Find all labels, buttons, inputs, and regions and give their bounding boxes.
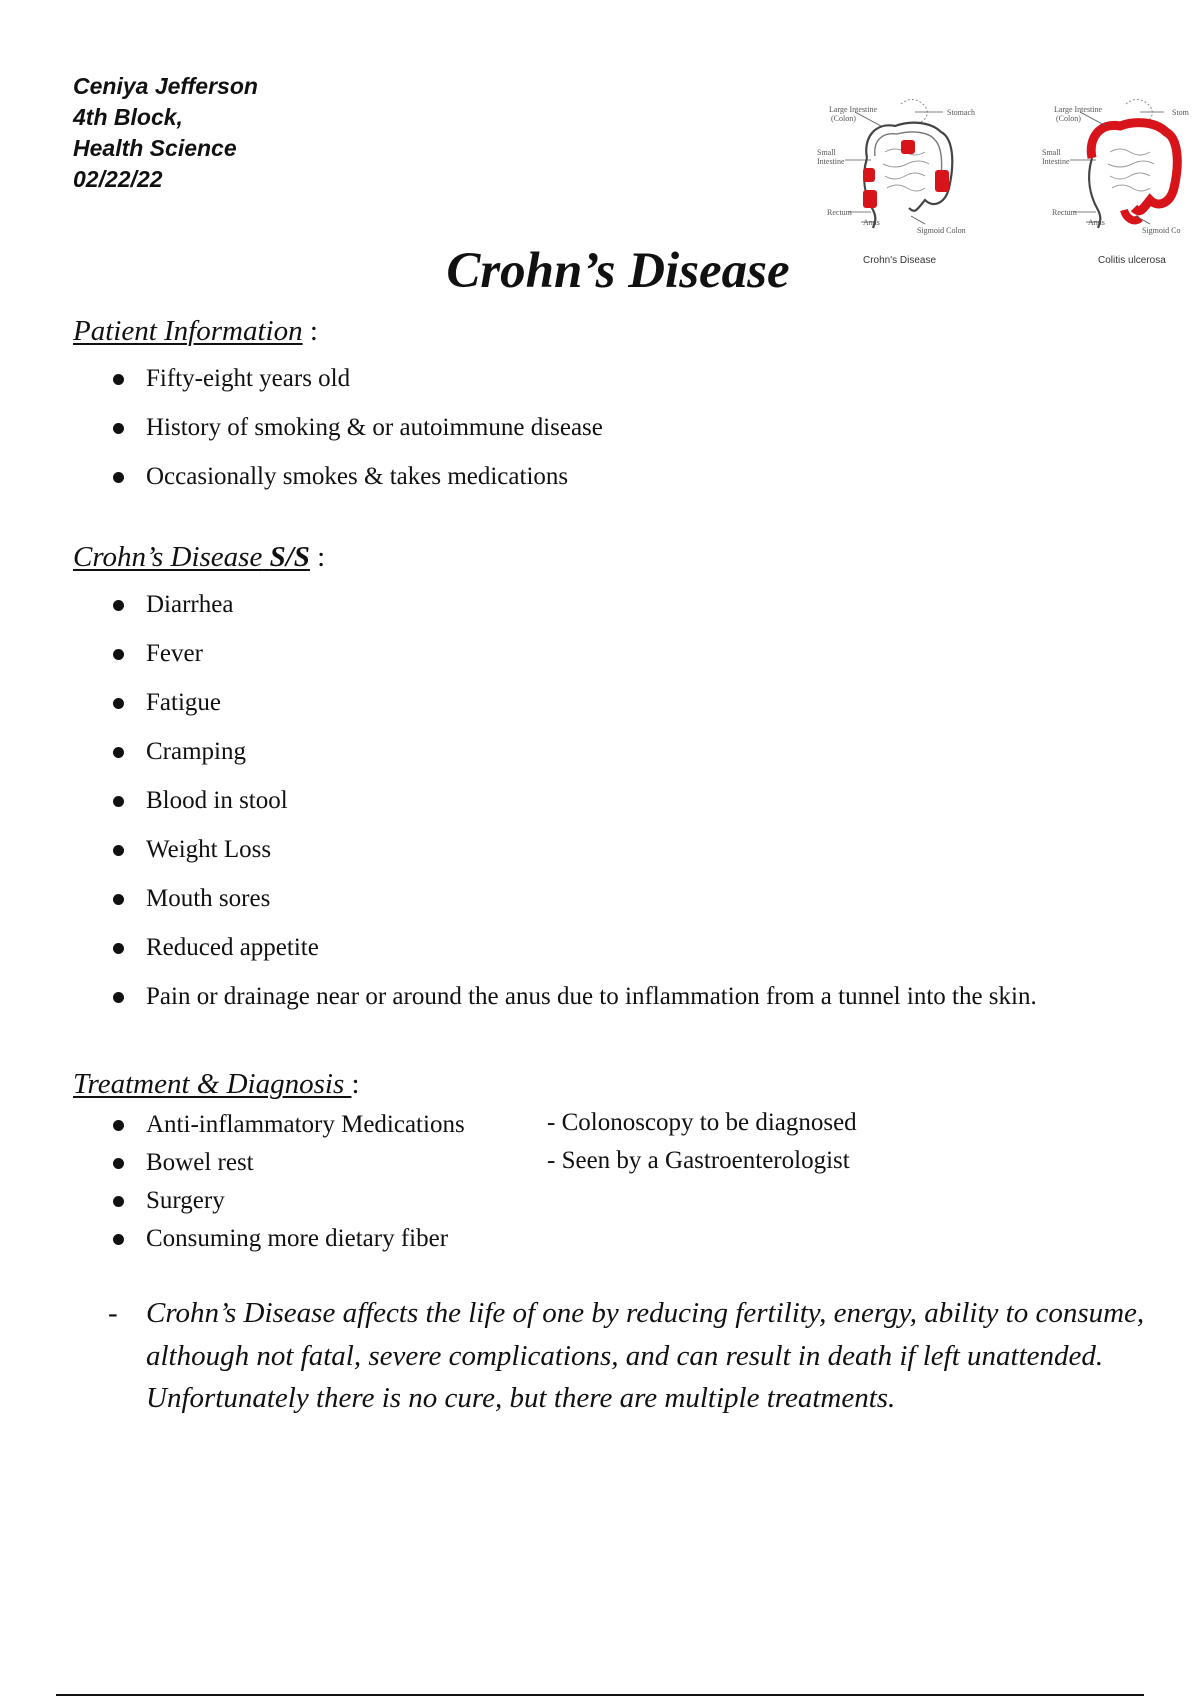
label-large-intestine: Large Intestine (829, 105, 878, 114)
figure-caption: Crohn's Disease (863, 255, 937, 266)
label-rectum: Rectum (827, 208, 852, 217)
label-anus: Anus (1088, 218, 1105, 227)
list-item: Bowel rest (146, 1144, 465, 1182)
label-anus: Anus (863, 218, 880, 227)
figure-caption: Colitis ulcerosa (1098, 255, 1166, 266)
diagnosis-note: - Seen by a Gastroenterologist (547, 1147, 850, 1174)
treatment-diagnosis-heading-text: Treatment & Diagnosis (73, 1068, 352, 1100)
list-item: Blood in stool (146, 776, 1037, 825)
inflamed-colon-path (1091, 123, 1177, 211)
patient-information-heading-text: Patient Information (73, 315, 303, 347)
treatment-diagnosis-heading (73, 1066, 360, 1102)
inflamed-segment-right (935, 170, 949, 192)
summary-paragraph: Crohn’s Disease affects the life of one by reducing fertility, energy, ability to consume, although not fatal, severe complications, and can result in death if left unattended. Unfortunately there is no cure, but there are multiple treatments. (146, 1297, 1145, 1414)
label-intestine: Intestine (817, 157, 845, 166)
course-name: Health Science (73, 135, 237, 161)
list-item: Fatigue (146, 678, 1037, 727)
document-date: 02/22/22 (73, 166, 163, 192)
page-title: Crohn’s Disease (446, 243, 790, 299)
inflamed-segment-left (863, 168, 875, 182)
summary-dash: - (108, 1297, 118, 1329)
label-stomach: Stomach (947, 108, 975, 117)
signs-symptoms-heading (73, 539, 325, 575)
label-colon: (Colon) (1056, 114, 1081, 123)
label-sigmoid-colon: Sigmoid Colon (917, 226, 966, 235)
list-item: History of smoking & or autoimmune disease (146, 403, 603, 452)
list-item: Fever (146, 629, 1037, 678)
list-item: Occasionally smokes & takes medications (146, 452, 603, 501)
patient-information-list (146, 354, 603, 501)
author-name: Ceniya Jefferson (73, 73, 258, 99)
class-block: 4th Block, (73, 104, 183, 130)
list-item: Diarrhea (146, 580, 1037, 629)
list-item: Cramping (146, 727, 1037, 776)
diagnosis-note: - Colonoscopy to be diagnosed (547, 1109, 857, 1136)
list-item: Reduced appetite (146, 923, 1037, 972)
label-intestine: Intestine (1042, 157, 1070, 166)
signs-symptoms-list (146, 580, 1037, 1021)
treatment-list (146, 1106, 465, 1258)
list-item: Fifty-eight years old (146, 354, 603, 403)
list-item: Anti-inflammatory Medications (146, 1106, 465, 1144)
author-block (73, 71, 258, 195)
list-item: Consuming more dietary fiber (146, 1220, 465, 1258)
heading-colon: : (309, 315, 318, 347)
list-item: Mouth sores (146, 874, 1037, 923)
list-item: Weight Loss (146, 825, 1037, 874)
signs-symptoms-heading-text (73, 541, 310, 573)
label-small: Small (817, 148, 836, 157)
list-item: Surgery (146, 1182, 465, 1220)
label-small: Small (1042, 148, 1061, 157)
label-large-intestine: Large Intestine (1054, 105, 1103, 114)
signs-symptoms-heading-abbrev: S/S (269, 541, 310, 573)
label-colon: (Colon) (831, 114, 856, 123)
heading-colon: : (351, 1068, 360, 1100)
heading-colon: : (317, 541, 326, 573)
patient-information-heading (73, 313, 318, 349)
inflamed-segment-upper (901, 140, 915, 154)
label-rectum: Rectum (1052, 208, 1077, 217)
label-sigmoid-colon: Sigmoid Co (1142, 226, 1181, 235)
signs-symptoms-heading-title: Crohn’s Disease (73, 541, 263, 573)
page-bottom-rule (56, 1694, 1144, 1696)
label-stomach: Stom (1172, 108, 1189, 117)
inflamed-segment-lower-left (863, 190, 877, 208)
diagnosis-notes (547, 1104, 857, 1180)
list-item: Pain or drainage near or around the anus due to inflammation from a tunnel into the skin. (146, 972, 1037, 1021)
